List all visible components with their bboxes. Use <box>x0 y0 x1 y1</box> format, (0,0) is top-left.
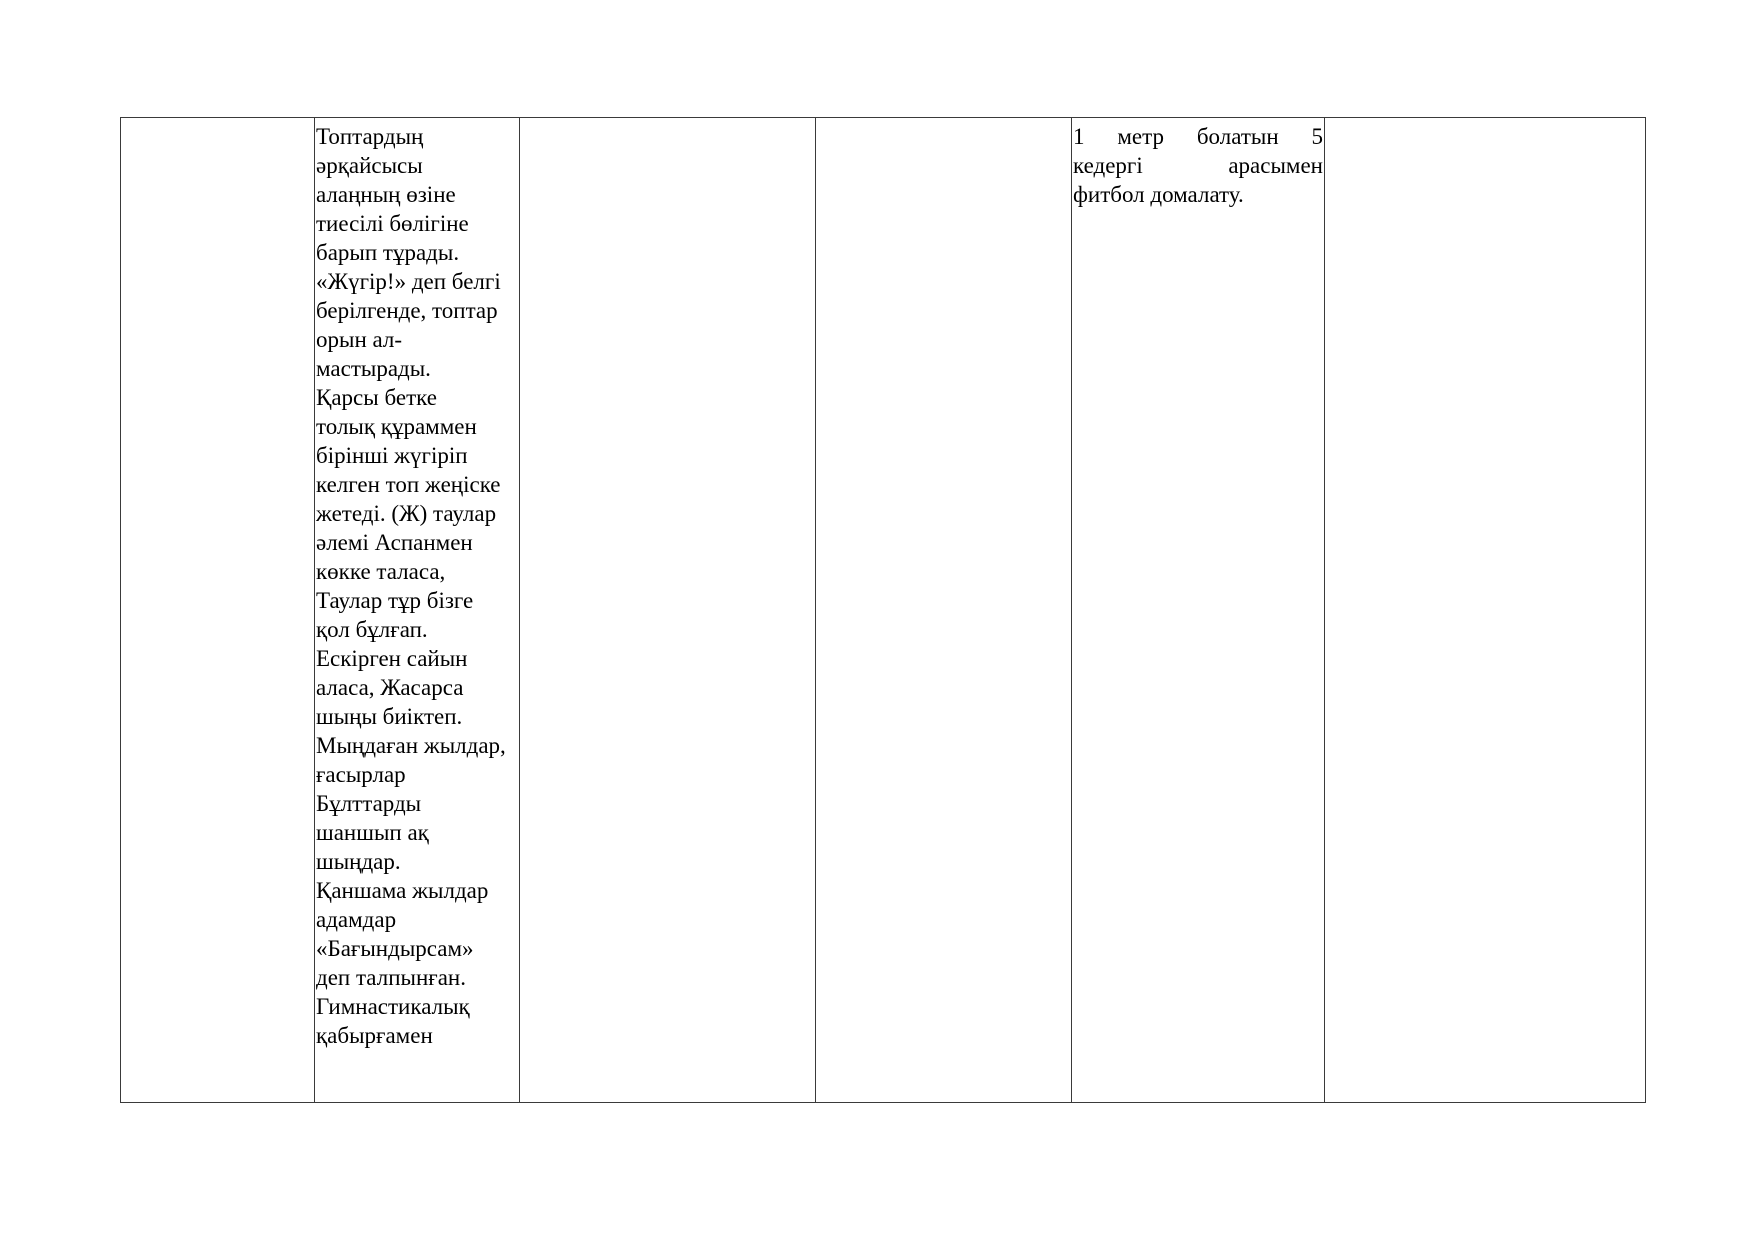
text-line: Таулар тұр бізге <box>316 588 474 613</box>
text-line: Топтардың <box>316 124 424 149</box>
text-line: барып тұрады. <box>316 240 460 265</box>
text-line: шыңы биіктеп. <box>316 704 463 729</box>
text-line: 1 метр болатын 5 <box>1073 124 1323 149</box>
text-line: көкке таласа, <box>316 559 446 584</box>
text-line: ғасырлар <box>316 762 406 787</box>
text-line: шыңдар. <box>316 849 401 874</box>
text-line: деп талпынған. <box>316 965 466 990</box>
table-cell-col6 <box>1325 118 1646 1103</box>
text-line: әрқайсысы <box>316 153 423 178</box>
text-line: Бұлттарды <box>316 791 422 816</box>
text-line: алаңның өзіне <box>316 182 456 207</box>
game-description-text <box>315 118 519 1050</box>
text-line: Қарсы бетке <box>316 385 437 410</box>
text-line: кедергі арасымен <box>1073 153 1323 178</box>
table-cell-col2 <box>315 118 520 1103</box>
text-line: фитбол домалату. <box>1073 182 1244 207</box>
table-cell-col5 <box>1072 118 1325 1103</box>
text-line: «Жүгір!» деп белгі <box>316 269 501 294</box>
text-line: адамдар <box>316 907 397 932</box>
text-line: жетеді. (Ж) таулар <box>316 501 497 526</box>
text-line: келген топ жеңіске <box>316 472 501 497</box>
table-cell-col1 <box>121 118 315 1103</box>
text-line: толық құраммен <box>316 414 477 439</box>
lesson-plan-table <box>120 117 1646 1103</box>
text-line: Қаншама жылдар <box>316 878 489 903</box>
text-line: Мыңдаған жылдар, <box>316 733 506 758</box>
table-cell-col4 <box>816 118 1072 1103</box>
table-row <box>121 118 1646 1103</box>
text-line: қол бұлғап. <box>316 617 428 642</box>
text-line: бірінші жүгіріп <box>316 443 468 468</box>
text-line: «Бағындырсам» <box>316 936 474 961</box>
text-line: аласа, Жасарса <box>316 675 464 700</box>
text-line: мастырады. <box>316 356 431 381</box>
text-line: қабырғамен <box>316 1023 433 1048</box>
text-line: орын ал- <box>316 327 403 352</box>
text-line: Ескірген сайын <box>316 646 468 671</box>
text-line: тиесілі бөлігіне <box>316 211 469 236</box>
text-line: шаншып ақ <box>316 820 429 845</box>
exercise-description-text <box>1072 118 1324 209</box>
text-line: берілгенде, топтар <box>316 298 498 323</box>
table-cell-col3 <box>520 118 816 1103</box>
text-line: әлемі Аспанмен <box>316 530 473 555</box>
text-line: Гимнастикалық <box>316 994 470 1019</box>
